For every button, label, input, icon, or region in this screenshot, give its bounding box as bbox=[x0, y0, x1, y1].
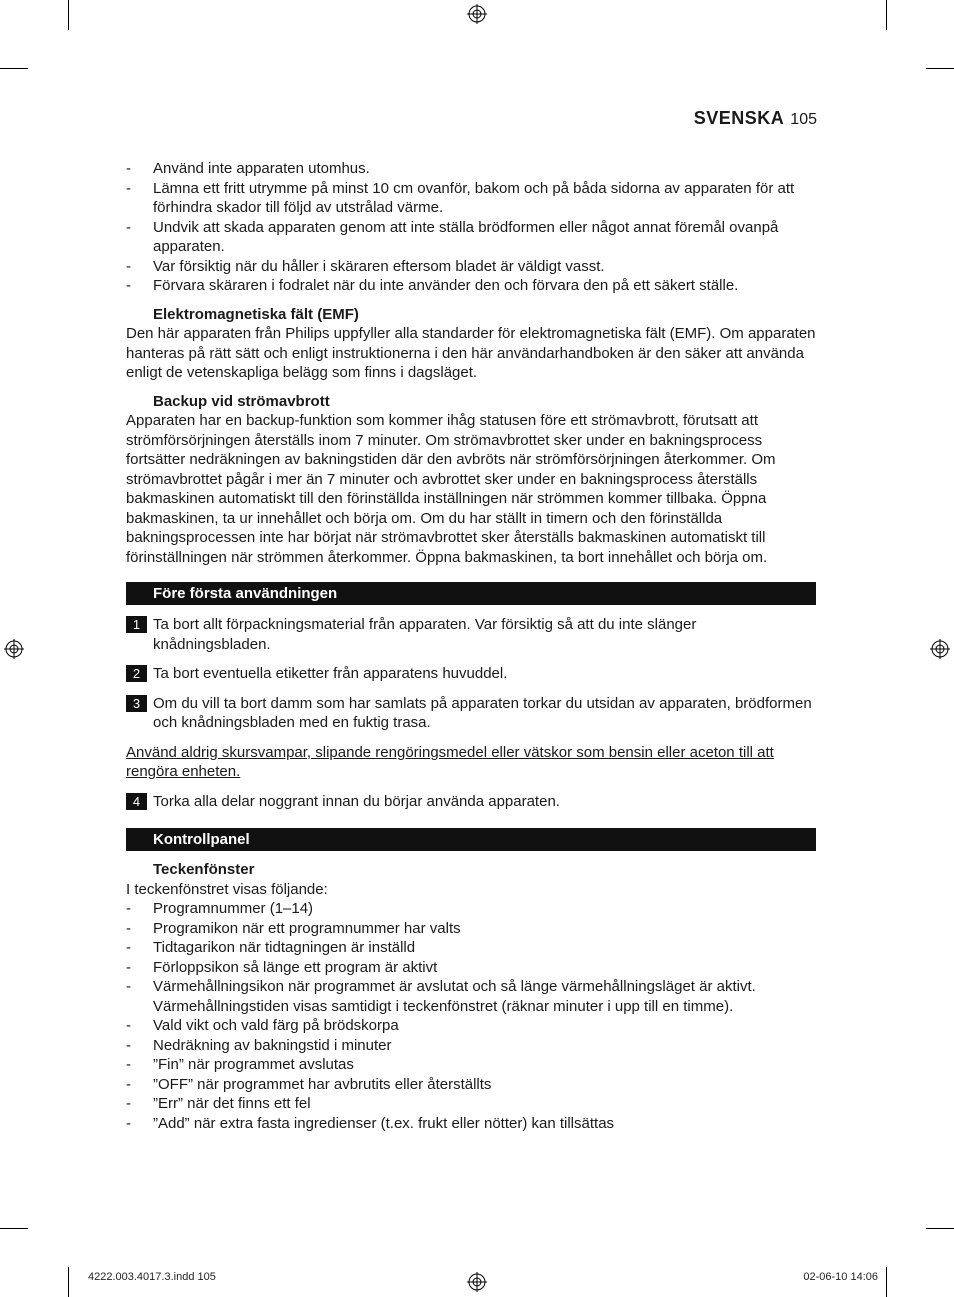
page-header bbox=[694, 108, 817, 129]
crop-mark bbox=[926, 68, 954, 69]
registration-mark-icon bbox=[467, 1272, 487, 1292]
safety-list bbox=[126, 159, 816, 296]
list-item: - Förvara skäraren i fodralet när du inte använder den och förvara den på ett säkert ställe. bbox=[126, 277, 739, 294]
list-item: - Programikon när ett programnummer har valts bbox=[126, 919, 461, 937]
step-number: 2 bbox=[126, 665, 147, 682]
crop-mark bbox=[68, 1267, 69, 1297]
display-list bbox=[126, 899, 816, 1133]
list-item: - ”Add” när extra fasta ingredienser (t.ex. frukt eller nötter) kan tillsättas bbox=[126, 1114, 615, 1132]
crop-mark bbox=[0, 68, 28, 69]
registration-mark-icon bbox=[467, 4, 487, 24]
section-heading-control-panel: Kontrollpanel bbox=[126, 828, 816, 851]
step-item: 4 Torka alla delar noggrant innan du börjar använda apparaten. bbox=[126, 792, 816, 812]
list-item: - ”OFF” när programmet har avbrutits eller återställts bbox=[126, 1075, 492, 1093]
footer-date: 02-06-10 14:06 bbox=[803, 1271, 878, 1283]
list-item: - Var försiktig när du håller i skäraren eftersom bladet är väldigt vasst. bbox=[126, 257, 605, 275]
registration-mark-icon bbox=[930, 639, 950, 659]
list-item: - Undvik att skada apparaten genom att inte ställa brödformen eller något annat föremål ovanpå apparaten. bbox=[126, 218, 779, 255]
display-subheading: Teckenfönster bbox=[153, 861, 255, 878]
crop-mark bbox=[68, 0, 69, 30]
crop-mark bbox=[926, 1228, 954, 1229]
list-item: - Programnummer (1–14) bbox=[126, 900, 314, 917]
list-item: - Förloppsikon så länge ett program är aktivt bbox=[126, 958, 438, 976]
list-item: - Nedräkning av bakningstid i minuter bbox=[126, 1036, 392, 1054]
emf-text: Den här apparaten från Philips uppfyller alla standarder för elektromagnetiska fält (EMF). Om apparaten hanteras på rätt sätt och enligt instruktionerna i den här användarhandboken är den säker att använda enligt de vetenskapliga belägg som finns i dagsläget. bbox=[126, 325, 816, 381]
page-number: 105 bbox=[790, 111, 817, 128]
display-intro: I teckenfönstret visas följande: bbox=[126, 880, 328, 898]
list-item: - ”Fin” när programmet avslutas bbox=[126, 1056, 354, 1073]
list-item: - ”Err” när det finns ett fel bbox=[126, 1095, 311, 1112]
step-number: 3 bbox=[126, 695, 147, 712]
step-item: 1 Ta bort allt förpackningsmaterial från apparaten. Var försiktig så att du inte slänger knådningsbladen. bbox=[126, 615, 816, 654]
warning-text: Använd aldrig skursvampar, slipande rengöringsmedel eller vätskor som bensin eller aceton till att rengöra enheten. bbox=[126, 743, 774, 780]
backup-text: Apparaten har en backup-funktion som kommer ihåg statusen före ett strömavbrott, förutsatt att strömförsörjningen återställs inom 7 minuter. Om strömavbrottet sker under en bakningsprocess fortsätter nedräkningen av bakningstiden där den avbröts när strömförsörjningen återkommer. Om strömavbrottet pågår i mer än 7 minuter och avbrottet sker under en bakningsprocess återställs bakmaskinen automatiskt till den förinställda inställningen när strömmen kommer tillbaka. Öppna bakmaskinen, ta ur innehållet och börja om. Om du har ställt in timern och den förinställda bakningsprocessen inte har börjat när strömavbrottet sker återställs bakmaskinen automatiskt till förinställningen när strömmen återkommer. Öppna bakmaskinen, ta bort innehållet och börja om. bbox=[126, 412, 776, 566]
list-item: - Värmehållningsikon när programmet är avslutat och så länge värmehållningsläget är aktivt. Värmehållningstiden visas samtidigt i teckenfönstret (räknar minuter i upp till en timme). bbox=[126, 978, 756, 1015]
registration-mark-icon bbox=[4, 639, 24, 659]
crop-mark bbox=[886, 0, 887, 30]
section-heading-before-first-use: Före första användningen bbox=[126, 582, 816, 605]
list-item: - Tidtagarikon när tidtagningen är inställd bbox=[126, 939, 416, 956]
crop-mark bbox=[0, 1228, 28, 1229]
language-label: SVENSKA bbox=[693, 108, 785, 128]
emf-heading: Elektromagnetiska fält (EMF) bbox=[153, 305, 359, 323]
step-item: 2 Ta bort eventuella etiketter från apparatens huvuddel. bbox=[126, 664, 816, 684]
step-number: 4 bbox=[126, 793, 147, 810]
main-content bbox=[126, 159, 816, 1133]
step-number: 1 bbox=[126, 616, 147, 633]
list-item: - Lämna ett fritt utrymme på minst 10 cm ovanför, bakom och på båda sidorna av apparaten för att förhindra skador till följd av utstrålad värme. bbox=[126, 179, 795, 216]
backup-heading: Backup vid strömavbrott bbox=[153, 392, 330, 410]
footer-file-info: 4222.003.4017.3.indd 105 bbox=[88, 1271, 216, 1283]
step-item: 3 Om du vill ta bort damm som har samlats på apparaten torkar du utsidan av apparaten, brödformen och knådningsbladen med en fuktig trasa. bbox=[126, 694, 816, 733]
crop-mark bbox=[886, 1267, 887, 1297]
list-item: - Vald vikt och vald färg på brödskorpa bbox=[126, 1017, 399, 1034]
list-item: - Använd inte apparaten utomhus. bbox=[126, 160, 370, 177]
